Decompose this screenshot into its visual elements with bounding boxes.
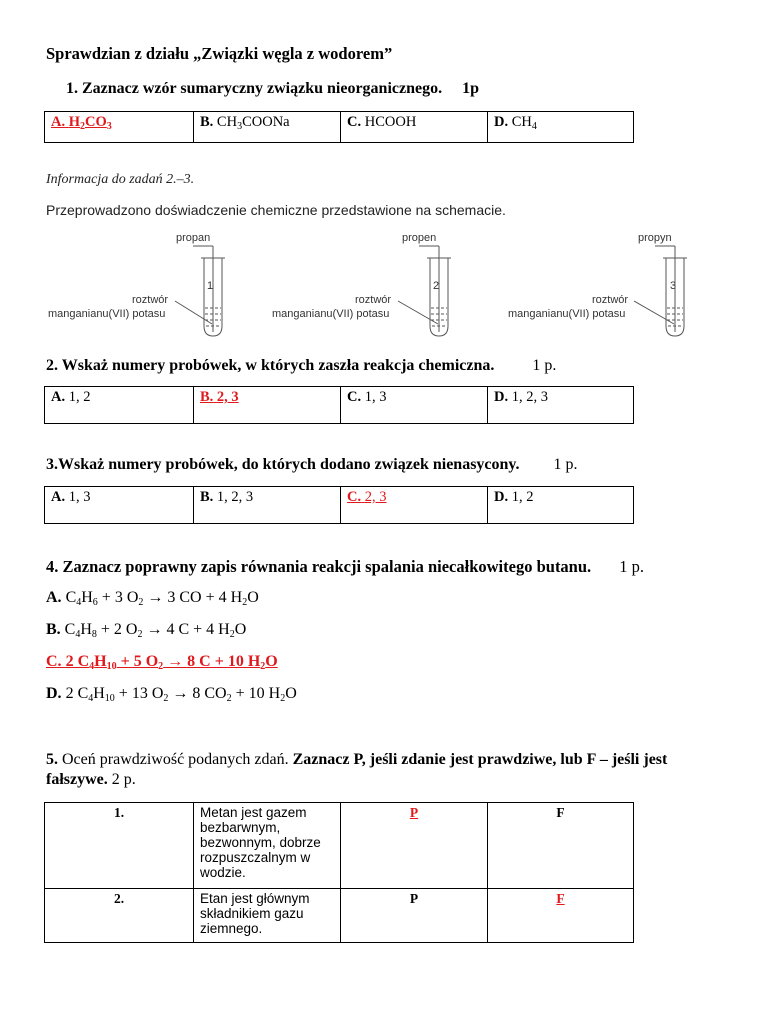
q1-option-b[interactable]: B. $CH_3COONa$	[194, 112, 341, 143]
q1-option-a[interactable]: A. $H_2CO_3$	[45, 112, 194, 143]
question-3-points: 1 p.	[553, 456, 578, 473]
tube-3-gas-label: propyn	[638, 232, 672, 244]
tf-row-1-statement: Metan jest gazem bezbarwnym, bezwonnym, dobrze rozpuszczalnym w wodzie.	[194, 803, 341, 889]
question-5-instruction-1: Zaznacz P, jeśli zdanie jest prawdziwe, lub F – jeśli jest	[292, 751, 668, 768]
question-5-lead: Oceń prawdziwość podanych zdań.	[62, 751, 289, 768]
q4-option-a[interactable]: A. $C_4H_6 + 3$ $O_2 \to 3$ CO + 4 $H_2O$	[46, 589, 259, 608]
question-2-points: 1 p.	[532, 357, 557, 374]
question-2-text: 2. Wskaż numery probówek, w których zaszła reakcja chemiczna.	[46, 357, 495, 374]
tube-2-number: 2	[433, 280, 440, 292]
tf-row-1-p[interactable]: P	[341, 803, 488, 889]
tube-3-solution-label-1: roztwór	[592, 294, 629, 306]
question-4-points: 1 p.	[619, 557, 645, 576]
q3-option-d[interactable]: D. 1, 2	[488, 487, 634, 524]
tube-1-gas-label: propan	[176, 232, 211, 244]
question-5-points: 2 p.	[111, 771, 136, 788]
question-1-options	[44, 111, 634, 143]
question-3-text: 3.Wskaż numery probówek, do których dodano związek nienasycony.	[46, 456, 520, 473]
question-3-options	[44, 486, 634, 524]
q4-option-c[interactable]: C. 2 $C_4H_{10} + 5$ $O_2 \to 8$ C + 10 $H_2O$	[46, 653, 278, 672]
test-tube-2	[398, 246, 451, 336]
test-tube-3	[634, 246, 687, 336]
question-5	[46, 750, 746, 790]
info-text: Przeprowadzono doświadczenie chemiczne przedstawione na schemacie.	[46, 202, 506, 218]
tube-2-solution-label-2: manganianu(VII) potasu	[272, 308, 390, 320]
test-tubes-drawing	[0, 228, 768, 343]
question-5-instruction-2: fałszywe.	[46, 771, 108, 788]
question-4	[46, 557, 644, 577]
tube-3-number: 3	[670, 280, 677, 292]
question-1-points: 1p	[462, 80, 479, 97]
question-1	[66, 80, 479, 98]
q3-option-c[interactable]: C. 2, 3	[341, 487, 488, 524]
question-5-number: 5.	[46, 751, 58, 768]
q1-option-d[interactable]: D. $CH_4$	[488, 112, 634, 143]
tf-row-2-statement: Etan jest głównym składnikiem gazu ziemnego.	[194, 889, 341, 943]
tf-row-1-number: 1.	[45, 803, 194, 889]
q3-option-a[interactable]: A. 1, 3	[45, 487, 194, 524]
table-row	[45, 889, 634, 943]
tube-2-solution-label-1: roztwór	[355, 294, 392, 306]
q2-option-b[interactable]: B. 2, 3	[194, 387, 341, 424]
tf-row-2-number: 2.	[45, 889, 194, 943]
q2-option-a[interactable]: A. 1, 2	[45, 387, 194, 424]
test-tube-1	[175, 246, 225, 336]
tube-1-solution-label-2: manganianu(VII) potasu	[48, 308, 166, 320]
tube-1-number: 1	[207, 280, 214, 292]
tf-row-2-f[interactable]: F	[488, 889, 634, 943]
table-row	[45, 803, 634, 889]
tf-row-2-p[interactable]: P	[341, 889, 488, 943]
q1-option-c[interactable]: C. HCOOH	[341, 112, 488, 143]
info-heading: Informacja do zadań 2.–3.	[46, 172, 195, 187]
q3-option-b[interactable]: B. 1, 2, 3	[194, 487, 341, 524]
q2-option-d[interactable]: D. 1, 2, 3	[488, 387, 634, 424]
q4-option-d[interactable]: D. 2 $C_4H_{10} + 13$ $O_2 \to 8$ $CO_2 + 10$ $H_2O$	[46, 685, 297, 704]
page-title: Sprawdzian z działu „Związki węgla z wodorem”	[46, 44, 393, 63]
q4-option-b[interactable]: B. $C_4H_8 + 2$ $O_2 \to 4$ C + 4 $H_2O$	[46, 621, 247, 640]
question-3	[46, 456, 578, 474]
question-4-text: 4. Zaznacz poprawny zapis równania reakcji spalania niecałkowitego butanu.	[46, 557, 592, 576]
q2-option-c[interactable]: C. 1, 3	[341, 387, 488, 424]
question-2-options	[44, 386, 634, 424]
experiment-diagram	[0, 228, 768, 343]
tube-1-solution-label-1: roztwór	[132, 294, 169, 306]
tf-row-1-f[interactable]: F	[488, 803, 634, 889]
tube-3-solution-label-2: manganianu(VII) potasu	[508, 308, 626, 320]
question-1-text: 1. Zaznacz wzór sumaryczny związku nieorganicznego.	[66, 80, 443, 97]
tube-2-gas-label: propen	[402, 232, 437, 244]
true-false-table	[44, 802, 634, 943]
question-2	[46, 357, 556, 375]
